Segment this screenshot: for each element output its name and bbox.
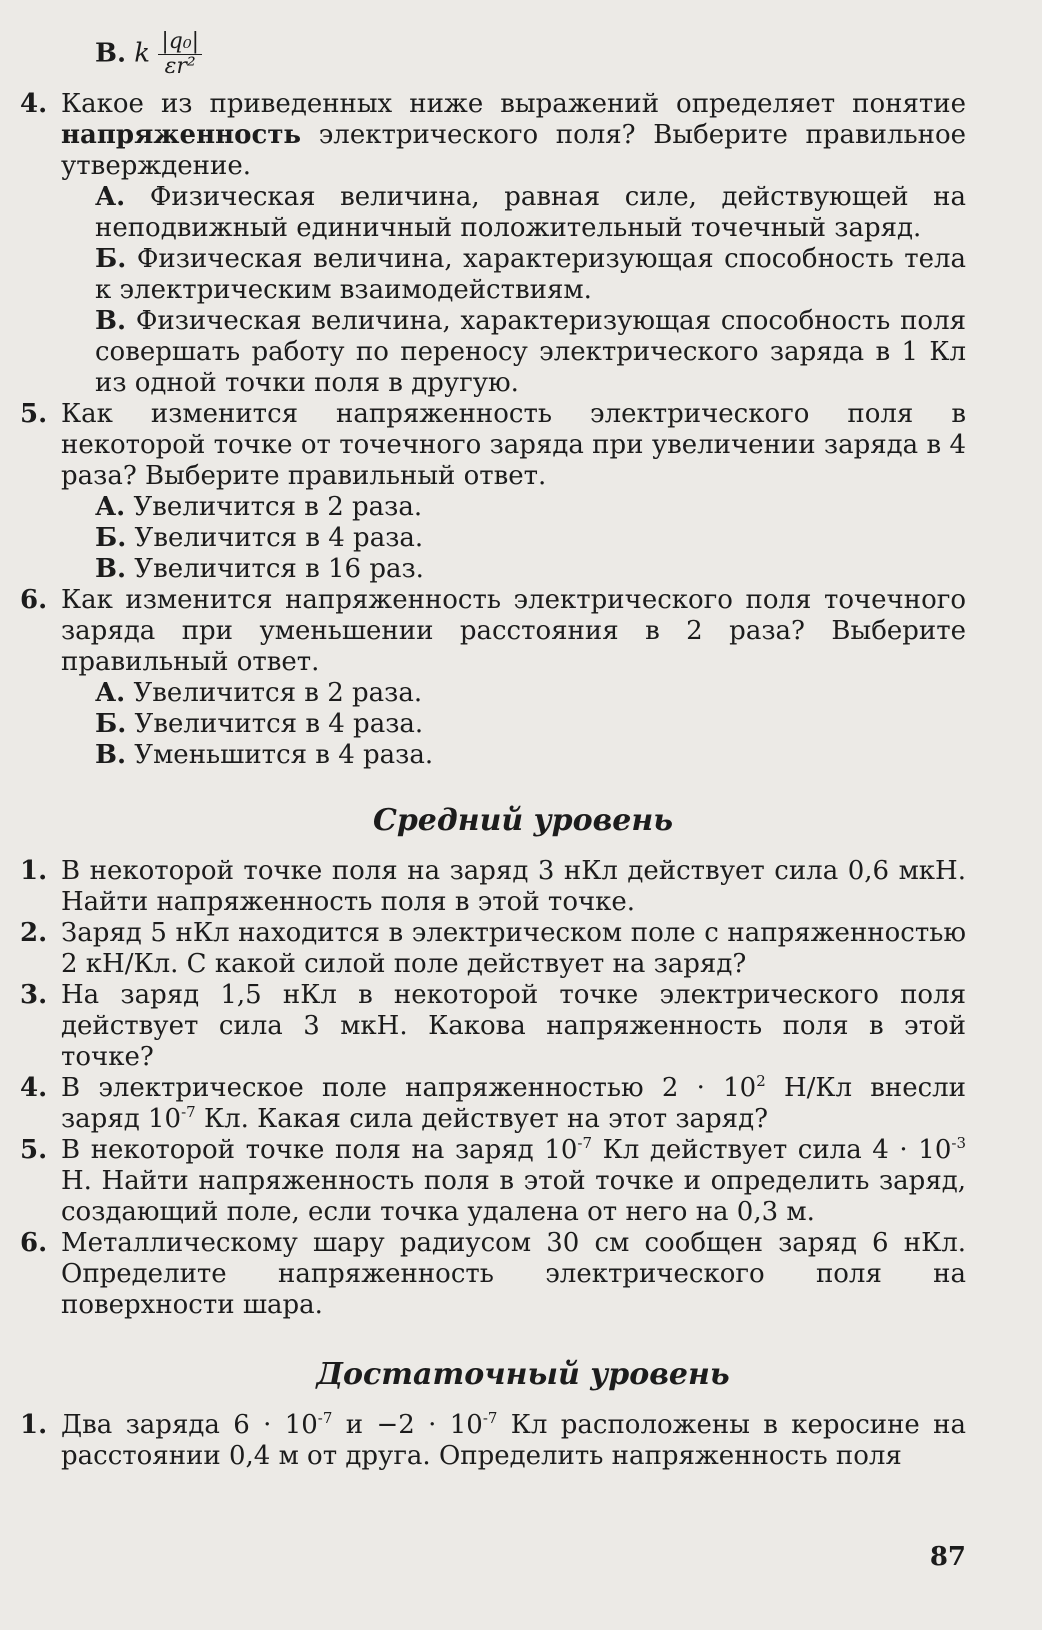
option-letter: Б. <box>95 244 127 274</box>
text-part: Н. Найти напряженность поля в этой точке и определить заряд, создающий поле, если точка удалена от него на 0,3 м. <box>61 1166 966 1227</box>
option-letter: А. <box>95 182 126 212</box>
question-text <box>61 1410 966 1472</box>
question-medium-1 <box>20 856 966 918</box>
option-text: Уменьшится в 4 раза. <box>134 740 434 770</box>
question-text: В некоторой точке поля на заряд 3 нКл действует сила 0,6 мкН. Найти напряженность поля в этой точке. <box>61 856 966 917</box>
option-letter: Б. <box>95 709 127 739</box>
option-v <box>95 740 966 771</box>
formula-fraction <box>158 30 202 79</box>
exponent: 2 <box>756 1072 766 1090</box>
question-sufficient-1 <box>20 1410 966 1472</box>
option-b <box>95 244 966 306</box>
question-number: 2. <box>20 918 48 948</box>
question-number: 5. <box>20 399 48 429</box>
option-v <box>95 554 966 585</box>
question-text-pre: Какое из приведенных ниже выражений определяет понятие <box>61 89 966 119</box>
question-text: На заряд 1,5 нКл в некоторой точке электрического поля действует сила 3 мкН. Какова напряженность поля в этой точке? <box>61 980 966 1072</box>
option-letter: Б. <box>95 523 127 553</box>
option-letter: В. <box>95 554 127 584</box>
question-number: 5. <box>20 1135 48 1165</box>
question-text <box>61 1135 966 1228</box>
question-body <box>61 89 966 182</box>
option-letter: А. <box>95 492 126 522</box>
question-number: 4. <box>20 1073 48 1103</box>
text-part: В некоторой точке поля на заряд 10 <box>61 1135 578 1165</box>
question-text: Как изменится напряженность электрического поля точечного заряда при уменьшении расстояния в 2 раза? Выберите правильный ответ. <box>61 585 966 677</box>
formula-numerator: |q₀| <box>158 30 202 55</box>
option-letter: А. <box>95 678 126 708</box>
exponent: -7 <box>317 1409 333 1427</box>
question-text: Металлическому шару радиусом 30 см сообщен заряд 6 нКл. Определите напряженность электрического поля на поверхности шара. <box>61 1228 966 1320</box>
text-part: Кл. Какая сила действует на этот заряд? <box>195 1104 769 1134</box>
question-number: 6. <box>20 1228 48 1258</box>
text-part: и −2 · 10 <box>332 1410 483 1440</box>
exponent: -7 <box>577 1134 592 1152</box>
question-number: 4. <box>20 89 48 119</box>
option-b <box>95 523 966 554</box>
question-text-post: электрического поля? Выберите правильное утверждение. <box>61 120 966 181</box>
formula-denominator: εr² <box>164 54 196 79</box>
option-text: Физическая величина, характеризующая способность поля совершать работу по переносу электрического заряда в 1 Кл из одной точки поля в другую. <box>95 306 966 398</box>
option-a <box>95 678 966 709</box>
textbook-page <box>0 30 1042 1630</box>
text-part: Кл действует сила 4 · 10 <box>592 1135 952 1165</box>
option-a <box>95 492 966 523</box>
option-a <box>95 182 966 244</box>
prev-option-v <box>95 30 966 79</box>
question-number: 6. <box>20 585 48 615</box>
formula-k: k <box>134 38 151 69</box>
question-number: 1. <box>20 1410 48 1440</box>
option-text: Увеличится в 2 раза. <box>133 492 423 522</box>
question-medium-6 <box>20 1228 966 1321</box>
question-medium-5 <box>20 1135 966 1228</box>
page-number: 87 <box>929 1542 966 1572</box>
section-heading-sufficient: Достаточный уровень <box>316 1357 730 1392</box>
option-text: Физическая величина, равная силе, действующей на неподвижный единичный положительный точечный заряд. <box>95 182 966 243</box>
text-part: Кл расположены в керосине на расстоянии 0,4 м от друга. Определить напряженность поля <box>61 1410 966 1471</box>
exponent: -7 <box>482 1409 498 1427</box>
question-text: Как изменится напряженность электрического поля в некоторой точке от точечного заряда при увеличении заряда в 4 раза? Выберите правильный ответ. <box>61 399 966 491</box>
text-part: В электрическое поле напряженностью 2 · 10 <box>61 1073 757 1103</box>
question-basic-6 <box>20 585 966 678</box>
option-letter: В. <box>95 740 127 770</box>
option-text: Увеличится в 16 раз. <box>134 554 424 584</box>
question-number: 3. <box>20 980 48 1010</box>
exponent: -7 <box>181 1103 196 1121</box>
option-letter: В. <box>95 306 127 336</box>
question-basic-5 <box>20 399 966 492</box>
question-medium-2 <box>20 918 966 980</box>
option-v <box>95 306 966 399</box>
question-number: 1. <box>20 856 48 886</box>
option-text: Физическая величина, характеризующая способность тела к электрическим взаимодействиям. <box>95 244 967 305</box>
option-text: Увеличится в 4 раза. <box>134 523 424 553</box>
exponent: -3 <box>951 1134 966 1152</box>
option-text: Увеличится в 2 раза. <box>133 678 423 708</box>
option-b <box>95 709 966 740</box>
question-text <box>61 1073 966 1135</box>
option-text: Увеличится в 4 раза. <box>134 709 424 739</box>
question-basic-4 <box>20 89 966 182</box>
text-part: Н/Кл внесли заряд 10 <box>61 1073 966 1134</box>
question-text: Заряд 5 нКл находится в электрическом поле с напряженностью 2 кН/Кл. С какой силой поле действует на заряд? <box>61 918 966 979</box>
question-medium-3 <box>20 980 966 1073</box>
option-letter: В. <box>95 38 127 69</box>
question-text-bold: напряженность <box>61 120 302 150</box>
text-part: Два заряда 6 · 10 <box>61 1410 318 1440</box>
question-medium-4 <box>20 1073 966 1135</box>
section-heading-medium: Средний уровень <box>372 803 674 838</box>
